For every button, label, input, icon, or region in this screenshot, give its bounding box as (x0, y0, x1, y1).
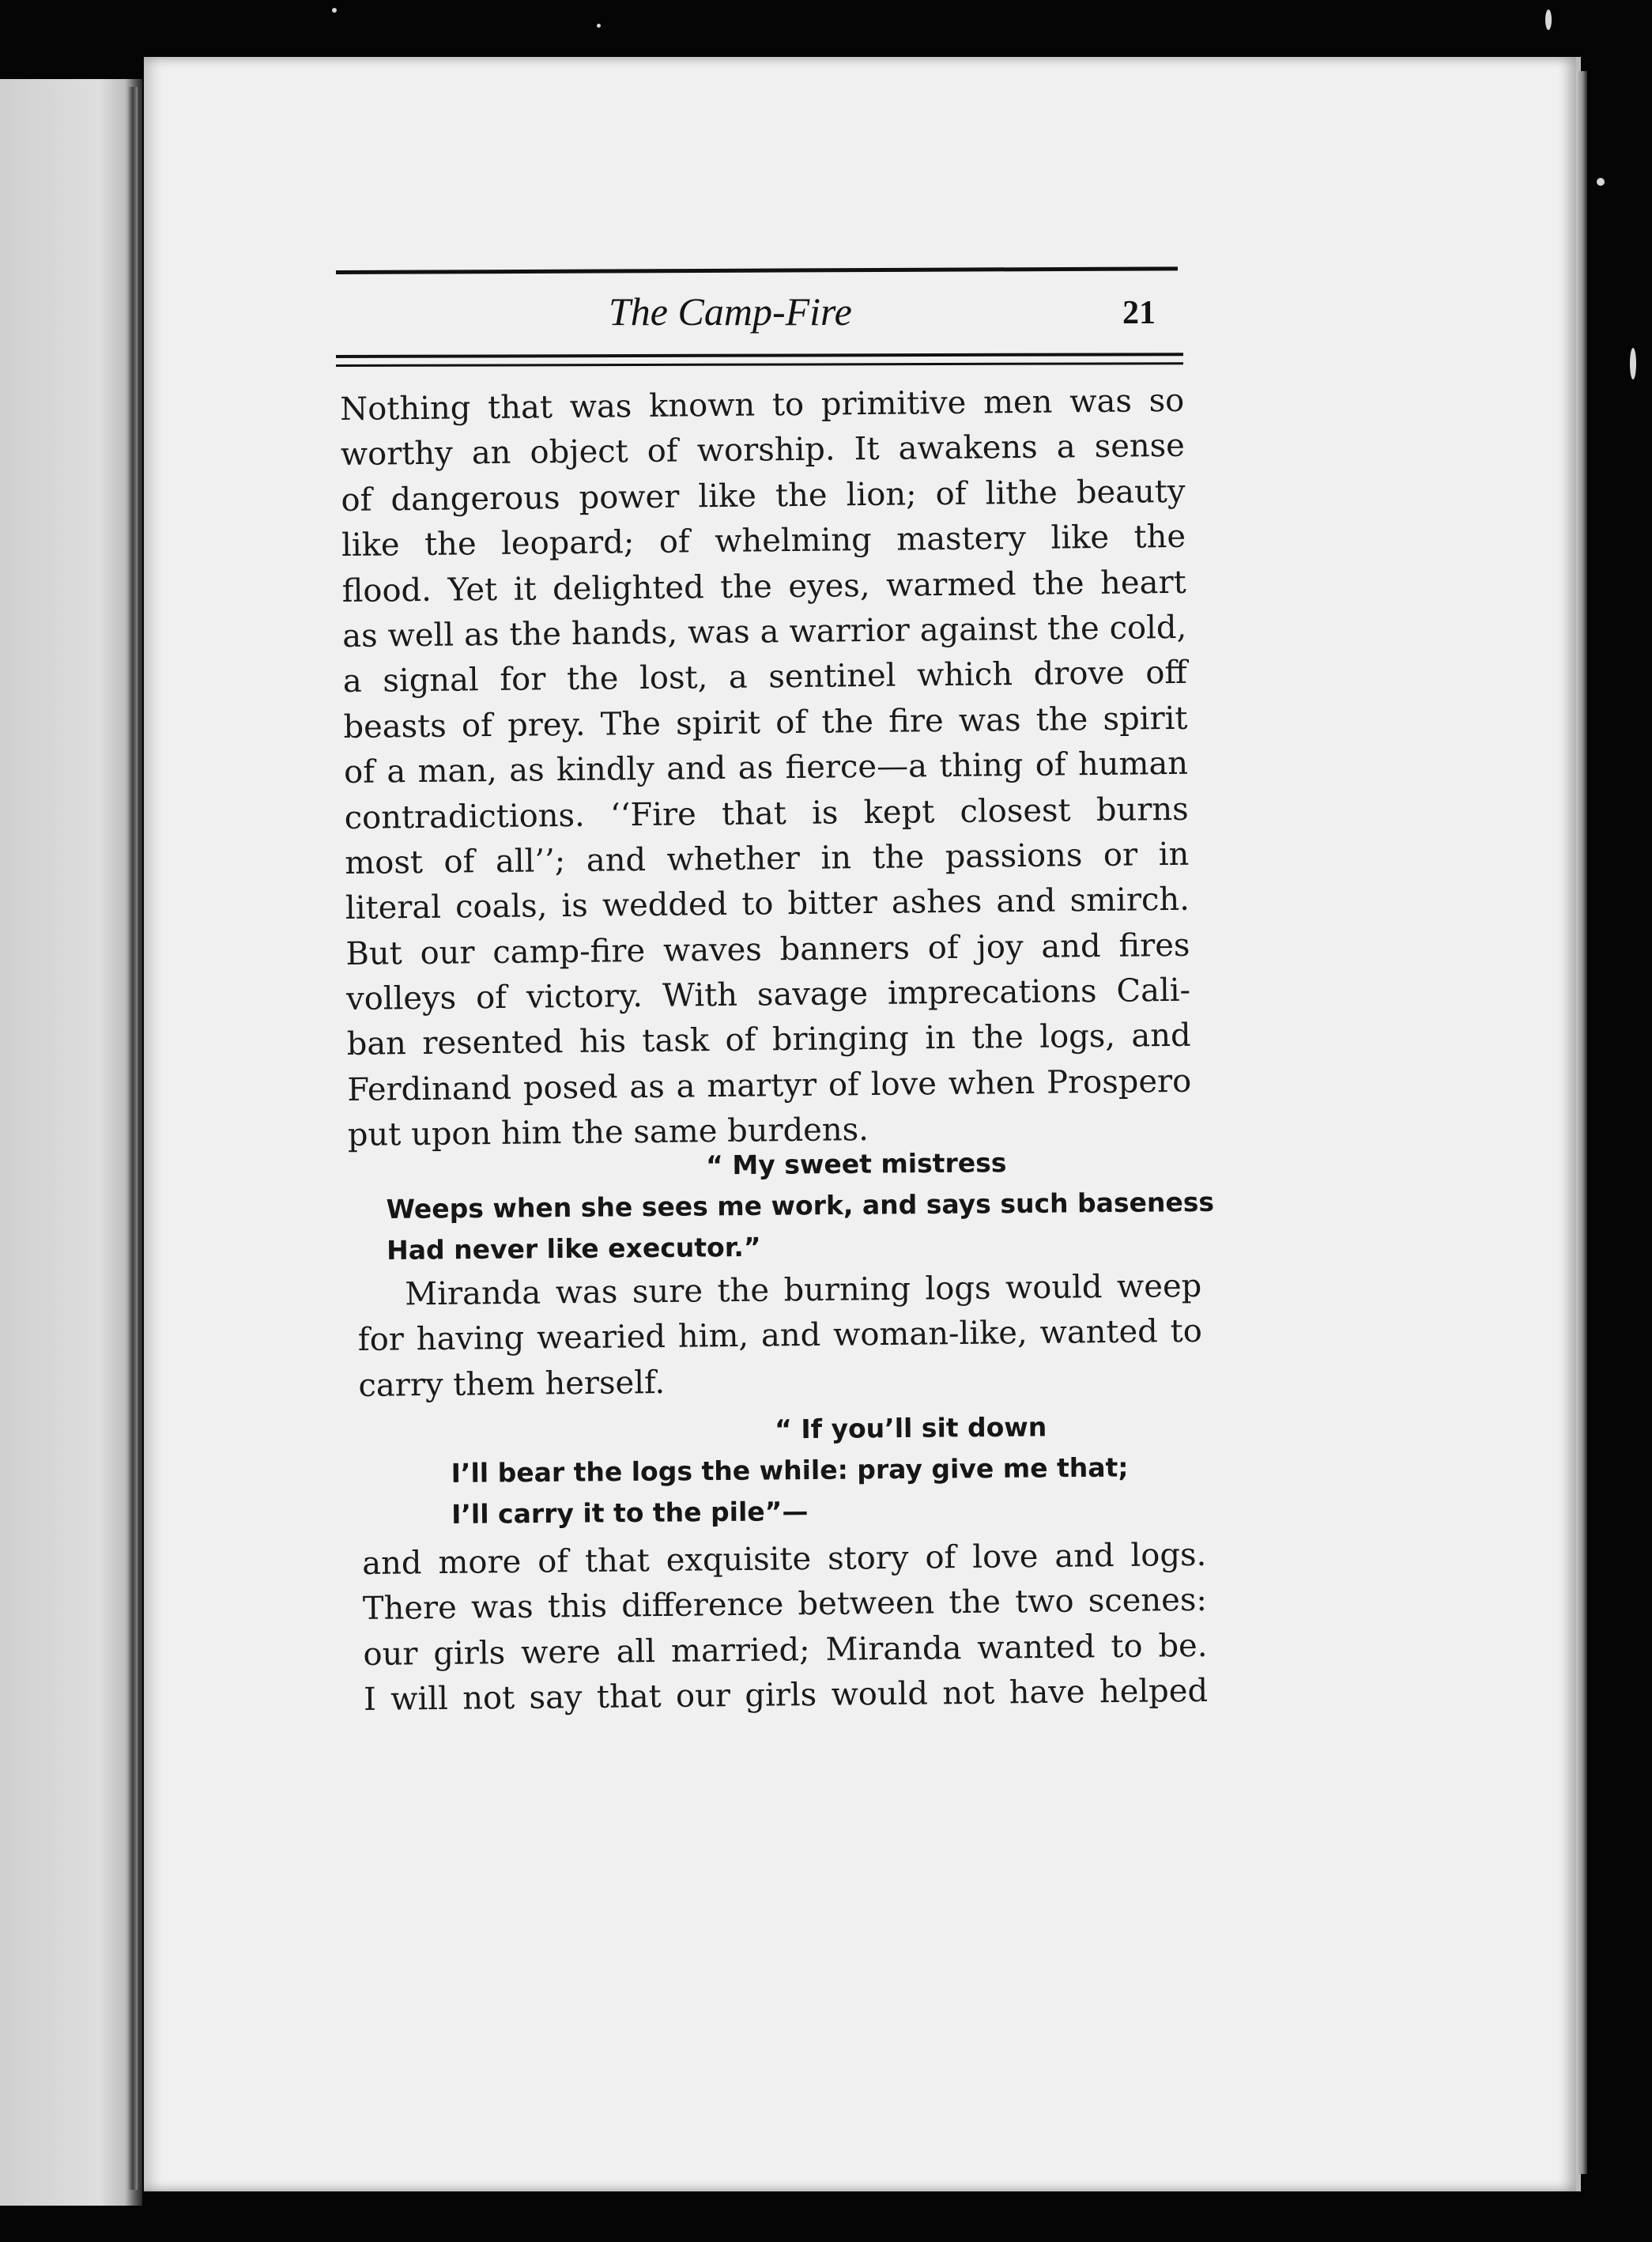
text-line: Nothing that was known to primitive men was so (340, 382, 1185, 428)
scan-speck (1597, 178, 1605, 186)
text-line: and more of that exquisite story of love and logs. (362, 1536, 1207, 1582)
text-line: of dangerous power like the lion; of lithe beauty (341, 473, 1186, 519)
paragraph-2 (357, 1264, 1203, 1409)
verse-quotation-2 (451, 1406, 1163, 1535)
paragraph-3 (362, 1533, 1208, 1723)
text-line: There was this difference between the two scenes: (362, 1582, 1208, 1628)
text-line: our girls were all married; Miranda wanted to be. (363, 1627, 1208, 1673)
scan-speck (1630, 348, 1636, 379)
facing-page-edge (0, 79, 142, 2206)
book-gutter (128, 87, 138, 2190)
text-line: But our camp-fire waves banners of joy and fires (345, 927, 1190, 972)
text-line: a signal for the lost, a sentinel which drove off (342, 655, 1188, 700)
text-line: I will not say that our girls would not have helped (363, 1672, 1209, 1719)
paragraph-1 (340, 379, 1192, 1159)
scan-speck (597, 24, 601, 28)
text-line: for having wearied him, and woman-like, wanted to (357, 1313, 1203, 1359)
text-line: put upon him the same burdens. (347, 1112, 869, 1154)
text-line: carry them herself. (358, 1364, 666, 1404)
text-line: volleys of victory. With savage imprecations Cali- (345, 972, 1191, 1018)
text-line: like the leopard; of whelming mastery like the (341, 518, 1186, 564)
text-line: beasts of prey. The spirit of the fire was the spirit (343, 700, 1188, 745)
text-line: most of all’’; and whether in the passions or in (345, 836, 1190, 881)
verse-line: Weeps when she sees me work, and says such baseness (386, 1186, 1215, 1225)
text-line: literal coals, is wedded to bitter ashes and smirch. (345, 881, 1190, 927)
verse-line: I’ll carry it to the pile”— (451, 1496, 809, 1530)
running-title: The Camp-Fire (609, 289, 852, 334)
text-line: Miranda was sure the burning logs would weep (405, 1267, 1202, 1313)
page-number: 21 (1122, 295, 1156, 331)
text-line: Ferdinand posed as a martyr of love when Prospero (347, 1062, 1192, 1108)
verse-quotation-1 (386, 1141, 1215, 1271)
verse-line: “ My sweet mistress (706, 1147, 1007, 1181)
scan-speck (332, 8, 337, 13)
text-line: as well as the hands, was a warrior against the cold, (342, 609, 1187, 655)
scan-speck (1545, 9, 1552, 30)
verse-line: Had never like executor.” (386, 1231, 761, 1266)
verse-line: I’ll bear the logs the while: pray give me that; (451, 1451, 1129, 1489)
verse-line: “ If you’ll sit down (775, 1411, 1047, 1445)
text-line: flood. Yet it delighted the eyes, warmed the heart (341, 564, 1186, 610)
page-fore-edge (1576, 71, 1587, 2174)
text-line: worthy an object of worship. It awakens a sense (340, 428, 1186, 474)
text-line: contradictions. ‘‘Fire that is kept closest burns (344, 791, 1189, 836)
text-line: of a man, as kindly and as fierce—a thing of human (343, 745, 1189, 791)
text-line: ban resented his task of bringing in the logs, and (346, 1017, 1191, 1063)
